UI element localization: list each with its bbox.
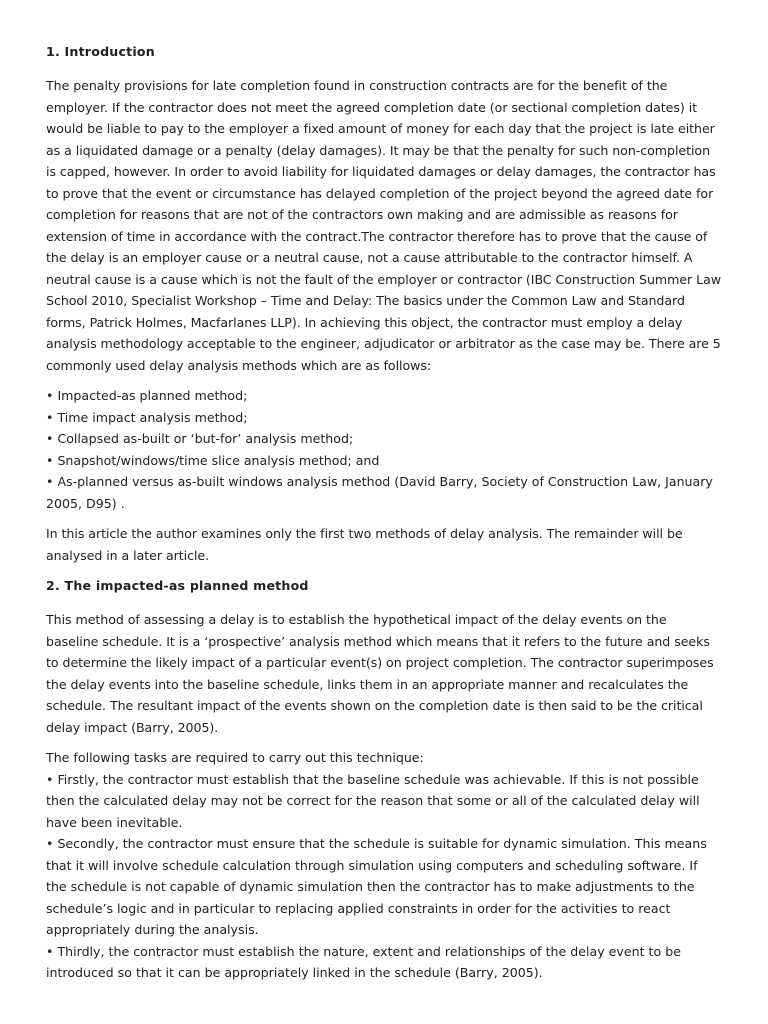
list-item: • Secondly, the contractor must ensure that the schedule is suitable for dynamic simulation. This means that it will involve schedule calculation through simulation using computers and scheduling software. If the schedule is not capable of dynamic simulation then the contractor has to make adjustments to the schedule’s logic and in particular to replacing applied constraints in order for the activities to react appropriately during the analysis. xyxy=(46,833,722,941)
list-item: • Snapshot/windows/time slice analysis method; and xyxy=(46,450,722,472)
list-item: • As-planned versus as-built windows analysis method (David Barry, Society of Construction Law, January 2005, D95) . xyxy=(46,471,722,514)
method-description-paragraph: This method of assessing a delay is to establish the hypothetical impact of the delay events on the baseline schedule. It is a ‘prospective’ analysis method which means that it refers to the future and seeks to determine the likely impact of a particular event(s) on project completion. The contractor superimposes the delay events into the baseline schedule, links them in an appropriate manner and recalculates the schedule. The resultant impact of the events shown on the completion date is then said to be the critical delay impact (Barry, 2005). xyxy=(46,612,714,735)
list-item: • Collapsed as-built or ‘but-for’ analysis method; xyxy=(46,428,722,450)
list-item: • Impacted-as planned method; xyxy=(46,385,722,407)
section-heading-introduction: 1. Introduction xyxy=(46,44,155,59)
list-item: • Time impact analysis method; xyxy=(46,407,722,429)
tasks-intro: The following tasks are required to carry out this technique: xyxy=(46,750,424,765)
tasks-list xyxy=(46,769,722,984)
section-heading-impacted-as-planned: 2. The impacted-as planned method xyxy=(46,578,309,593)
list-item: • Thirdly, the contractor must establish the nature, extent and relationships of the delay event to be introduced so that it can be appropriately linked in the schedule (Barry, 2005). xyxy=(46,941,722,984)
intro-paragraph: The penalty provisions for late completion found in construction contracts are for the benefit of the employer. If the contractor does not meet the agreed completion date (or sectional completion dates) it would be liable to pay to the employer a fixed amount of money for each day that the project is late either as a liquidated damage or a penalty (delay damages). It may be that the penalty for such non-completion is capped, however. In order to avoid liability for liquidated damages or delay damages, the contractor has to prove that the event or circumstance has delayed completion of the project beyond the agreed date for completion for reasons that are not of the contractors own making and are admissible as reasons for extension of time in accordance with the contract.The contractor therefore has to prove that the cause of the delay is an employer cause or a neutral cause, not a cause attributable to the contractor himself. A neutral cause is a cause which is not the fault of the employer or contractor (IBC Construction Summer Law School 2010, Specialist Workshop – Time and Delay: The basics under the Common Law and Standard forms, Patrick Holmes, Macfarlanes LLP). In achieving this object, the contractor must employ a delay analysis methodology acceptable to the engineer, adjudicator or arbitrator as the case may be. There are 5 commonly used delay analysis methods which are as follows: xyxy=(46,78,722,373)
scope-paragraph: In this article the author examines only the first two methods of delay analysis. The remainder will be analysed in a later article. xyxy=(46,526,683,563)
delay-methods-list xyxy=(46,385,722,514)
list-item: • Firstly, the contractor must establish that the baseline schedule was achievable. If this is not possible then the calculated delay may not be correct for the reason that some or all of the calculated delay will have been inevitable. xyxy=(46,769,722,834)
